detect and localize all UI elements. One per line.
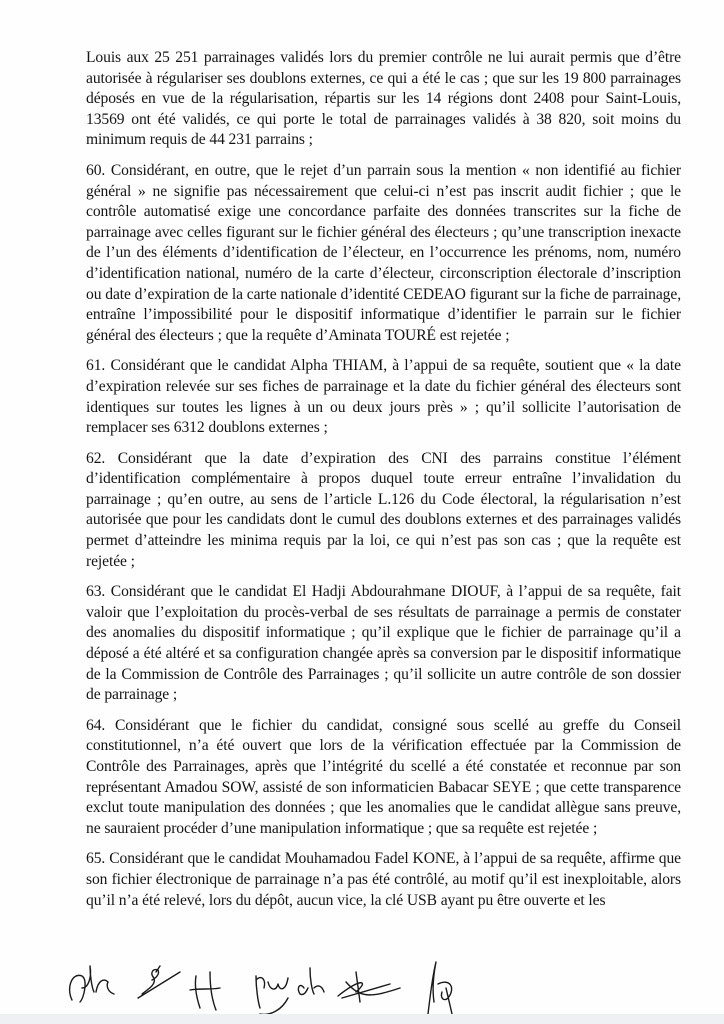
paragraph-62: [86, 449, 681, 573]
paragraph-65: [86, 849, 681, 911]
paragraph-61: [86, 356, 681, 438]
handwritten-initials-icon: [60, 958, 660, 1018]
paragraph-63: [86, 582, 681, 706]
paragraph-text: Considérant que le candidat El Hadji Abdourahmane DIOUF, à l’appui de sa requête, fait valoir que l’exploitation du procès-verbal de ses résultats de parrainage a permis de constater des anomalies du dispositif informatique ; qu’il explique que le fichier de parrainage qu’il a déposé a été altéré et sa configuration changée après sa conversion par le dispositif informatique de la Commission de Contrôle des Parrainages ; qu’il sollicite un autre contrôle de son dossier de parrainage ;: [86, 583, 681, 704]
paragraph-number: 65.: [86, 850, 106, 868]
paragraph-text: Louis aux 25 251 parrainages validés lors du premier contrôle ne lui aurait permis que d’être autorisée à régulariser ses doublons externes, ce qui a été le cas ; que sur les 19 800 parrainages déposés en vue de la régularisation, répartis sur les 14 régions dont 2408 pour Saint-Louis, 13569 ont été validés, ce qui porte le total de parrainages validés à 38 820, soit moins du minimum requis de 44 231 parrains ;: [86, 49, 681, 149]
document-body: [86, 48, 681, 921]
paragraph-60: [86, 161, 681, 346]
paragraph-number: 63.: [86, 583, 106, 601]
scan-bottom-edge: [0, 1014, 724, 1024]
paragraph-number: 61.: [86, 357, 106, 375]
paragraph-number: 60.: [86, 161, 106, 179]
paragraph-continued: [86, 48, 681, 151]
paragraph-text: Considérant que le candidat Alpha THIAM, à l’appui de sa requête, soutient que « la date d’expiration relevée sur ses fiches de parrainage et la date du fichier général des électeurs sont identiques sur toutes les lignes à un ou deux jours près » ; qu’il sollicite l’autorisation de remplacer ses 6312 doublons externes ;: [86, 357, 681, 437]
paragraph-text: Considérant que le candidat Mouhamadou Fadel KONE, à l’appui de sa requête, affirme que son fichier électronique de parrainage n’a pas été contrôlé, au motif qu’il est inexploitable, alors qu’il n’a été relevé, lors du dépôt, aucun vice, la clé USB ayant pu être ouverte et les: [86, 850, 681, 909]
paragraph-64: [86, 716, 681, 840]
paragraph-number: 64.: [86, 716, 106, 734]
signatures-row: [60, 958, 660, 1018]
paragraph-text: Considérant que le fichier du candidat, consigné sous scellé au greffe du Conseil constitutionnel, n’a été ouvert que lors de la vérification effectuée par la Commission de Contrôle des Parrainages, après que l’intégrité du scellé a été constatée et reconnue par son représentant Amadou SOW, assisté de son informaticien Babacar SEYE ; que cette transparence exclut toute manipulation des données ; que les anomalies que le candidat allègue sans preuve, ne sauraient procéder d’une manipulation informatique ; que sa requête est rejetée ;: [86, 716, 681, 837]
paragraph-text: Considérant que la date d’expiration des CNI des parrains constitue l’élément d’identification complémentaire à propos duquel toute erreur entraîne l’invalidation du parrainage ; qu’en outre, au sens de l’article L.126 du Code électoral, la régularisation n’est autorisée que pour les candidats dont le cumul des doublons externes et des parrainages validés permet d’atteindre les minima requis par la loi, ce qui n’est pas son cas ; que la requête est rejetée ;: [86, 449, 681, 570]
paragraph-number: 62.: [86, 449, 106, 467]
paragraph-text: Considérant, en outre, que le rejet d’un parrain sous la mention « non identifié au fichier général » ne signifie pas nécessairement que celui-ci n’est pas inscrit audit fichier ; que le contrôle automatisé exige une concordance parfaite des données transcrites sur la fiche de parrainage avec celles figurant sur le fichier général des électeurs ; qu’une transcription inexacte de l’un des éléments d’identification de l’électeur, en l’occurrence les prénoms, nom, numéro d’identification national, numéro de la carte d’électeur, circonscription électorale d’inscription ou date d’expiration de la carte nationale d’identité CEDEAO figurant sur la fiche de parrainage, entraîne l’impossibilité pour le dispositif informatique d’identifier le parrain sur le fichier général des électeurs ; que la requête d’Aminata TOURÉ est rejetée ;: [86, 161, 681, 344]
